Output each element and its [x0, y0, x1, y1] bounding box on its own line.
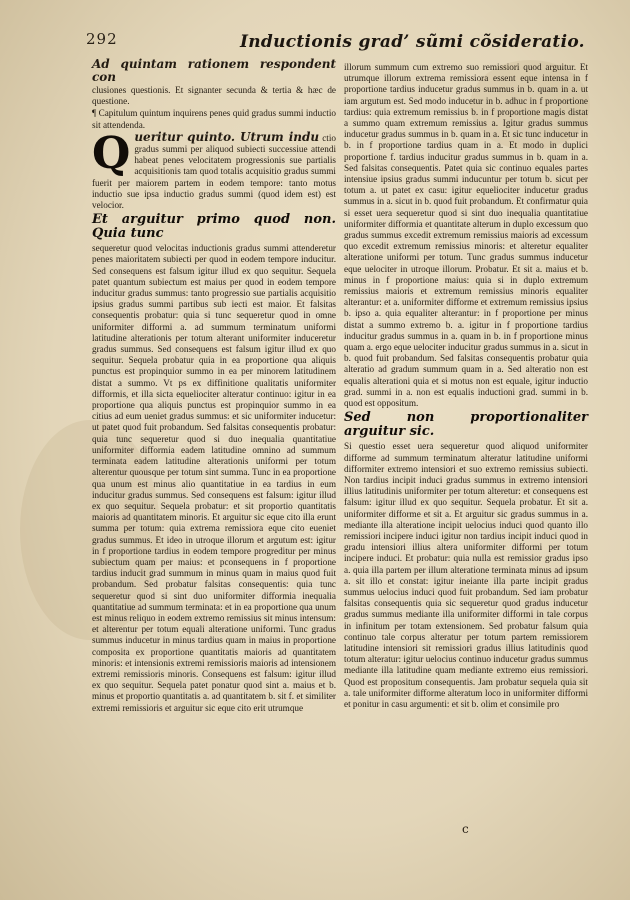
question-lead: ueritur quinto. Utrum indu [134, 129, 320, 144]
argument-heading: Et arguitur primo quod non. Quia tunc [92, 212, 336, 242]
drop-cap: Q [92, 127, 131, 179]
argument-text: sequeretur quod velocitas inductionis gradus summi attenderetur penes maioritatem subiecti per quod in eodem tempore inducitur. Sed consequens est falsum igitur illud ex quo sequitur. Sequela patet quantum subiectum est maius per quod in eodem tempore inducitur gradus summus: tanto progressio sue partialis acquisitio ipsius gradus summi partibus sub iecti est maior. Et falsitas consequentis probatur: quia si tunc sequeretur quod in omne uniformiter difformi a. ad summum terminatum uniformi latitudine alterationis per totum alterant uniformiter induceretur gradus summus. Sed consequens est falsum igitur illud ex quo sequitur. Sequela probatur quia in ea proportione qua aliquis punctus est propinquior summo in ea per minorem latitudinem distat a summo. Vt ps ex diffinitione qualitatis uniformiter difformis, et illa sicta equeliociter alteratur continuo: igitur in ea proportione qua aliquis punctus est propinquior summo in ea citius ad eum ueniet gradus summus: et sic uniformiter inducetur: ut patet quod fuit probandum. Sed falsitas consequentis probatur: quia tunc sequeretur quod si duo inequalia quantitatiue uniformiter difformia eadem latitudine omnino ad summum terminata eadem latitudine alterationis uniformi per totum alterentur quousque per totum sint summa. Tunc in ea proportione qua unum est minus alio quantitatiue in ea tardius in eum inducitur gradus summus. Sed consequens est falsum: igitur illud ex quo sequitur. Sequela probatur: et sit proportio quantitatis maioris ad quantitatem minoris. Et arguitur sic eque cito illa erunt summa per totum: quia extrema remissiora eque cito eueniet gradus summus. Et ideo in utroque illorum et argutum est: igitur in f proportione tardius in eodem tempore progreditur per minus subiectum quam per maius: et pconsequens in f proportione tardius inducit grad summum in minus quam in maius quod fuit probandum. Sed probatur falsitas consequentis: quia tunc sequeretur quod si sint duo uniformiter difformia inequalia quantitatiue ad summum terminata: et in ea proportione qua unum est minus reliquo in eodem extremo remissius sit minus intensum: et alterentur per totum equali alteratione uniformi. Tunc gradus summus inducetur in minus tardius quam in maius in proportione composita ex proportione quantitatis maioris ad quantitatem minoris: et intensionis extremi remissioris maioris ad intensionem extremi remissioris minoris. Consequens est falsum: igitur illud ex quo sequitur. Sequela patet ponatur quod sint a. maius et b. minus et proportio quantitatis a. ad quantitatem b. sit f. et similiter extremi remissioris et arguitur sic eque cito erit utrumque [92, 243, 336, 713]
chapter-title: ¶ Capitulum quintum inquirens penes quid gradus summi inductio sit attendenda. [92, 108, 336, 130]
section-heading: Sed non proportionaliter arguitur sic. [344, 410, 588, 440]
page-number: 292 [86, 30, 118, 48]
signature-mark: c [462, 822, 469, 836]
question-text: ctio gradus summi per aliquod subiecti successiue attendi habeat penes velocitatem progressionis sue partialis acquisitionis tam quod totalis acquisitio gradus summi fuerit per maiorem partem in eodem tempore: tanto motus inductio sue ipsa inductio gradus summi (quod idem est) est velocior. [92, 132, 336, 211]
left-column [92, 58, 336, 715]
intro-lead: Ad quintam rationem respondent con [92, 57, 336, 84]
right-column [344, 62, 588, 711]
right-text-bottom: Si questio esset uera sequeretur quod aliquod uniformiter difforme ad summum terminatum alteratur latitudine uniformi difformiter extremo intensiori et suo extremo remissius subiecti. Non tardius incipit induci gradus summus in extremo intensiori illius latitudinis uniformiter per totum alteretur: et consequens est falsum: igitur illud ex quo sequitur. Sequela probatur. Et sit a. uniformiter difforme et sit a. Et arguitur sic gradus summus in a. mediante illa alteratione incipit uelocius induci quod quanto illo remissiori incipere induci igitur non tardius incipit induci quod in gradu intensiori illius altera uniformiter difformi per totum incipere induci. Et probatur: quia nulla est remissior gradus ipso a. quia illa partem per illum alteratione terminata minus ad ipsum a. sit illo et constat: igitur ineiante illa parte incipit gradus summus uelocius induci quod fuit probandum. Sed iam probatur falsitas consequentis quia sic sequeretur quod gradus inducetur gradus summus mediante illa uniformiter difformi in tale corpus in infinitum per totam extensionem. Sed probatur falsum quia continuo tale corpus alteratur per totum partem remissiorem latitudine intensiori sit remissiori gradus illius latitudinis quod totum alteratur: igitur uelocius continuo inducetur gradus summus mediante illa latitudine quam mediante extremo eius remissiori. Quod est propositum consequentis. Jam probatur sequela quia sit a. tale uniformiter difforme alteratum loco in uniformiter difformi et ponitur in casu argumenti: et sit b. olim et consimile pro [344, 441, 588, 709]
intro-text: clusiones questionis. Et signanter secunda & tertia & hæc de questione. [92, 85, 336, 107]
question-paragraph [92, 127, 336, 211]
right-text-top: illorum summum cum extremo suo remissiori quod arguitur. Et utrumque illorum extrema remissiora essent eque intensa in f proportione tardius inducetur gradus summus in b. quam in a. ut iam argutum est. Sed modo inducetur in b. adhuc in f proportione tardius: quia extremum remissius b. in f proportione magis distat a summo quam extremum remissius a. Igitur gradus summus inducetur gradus summus in b. quam in a. Et sic tunc inducetur in b. in f proportione tardius quam in a. Et modo in duplici proportione f. tardius inducitur gradus summus in b. quam in a. Sed falsitas consequentis. Patet quia sic continuo equales partes intensiue ipsius gradus summi inducuntur per totum b. sicut per totum a. ut patet ex casu: igitur equeliociter inducetur gradus summus in a. sicut in b. quod fuit probandum. Et confirmatur quia si esset uera sequeretur quod si sint duo inequalia quantitatiue uniformiter difformia et quantitate alterum in duplo excessum quo gradus summus excedit extremum remissius maioris ad excessum quo excedit extremum remissius minoris: et alteretur equaliter alteratione uniformi per totum. Tunc gradus summus inducetur eque uelociter in utroque illorum. Probatur. Et sit a. maius et b. minus in f proportione maius: quia si in duplo extremum remissius maioris et extremum remissius minoris equaliter alterantur: et a. uniformiter difforme et extremum remissius ipsius b. ipso a. quia equaliter alterantur: in f proportione per minus distat a summo extremo b. a. igitur in f proportione tardius inducitur gradus summus in a. quam in b. in f proportione minus quam a. ergo eque uelociter inducitur gradus summus in a. sicut in b. quod fuit probandum. Sed falsitas consequentis probatur quia alteratio ad gradum summum quam in a. Sed alteratio non est equalis alterationi quia et si motus non est equale, igitur inductio grad. summi in a. non est equalis inductioni grad. summi in b. quod est oppositum. [344, 62, 589, 409]
running-head: Inductionis grad’ sũmi cõsideratio. [240, 32, 585, 52]
